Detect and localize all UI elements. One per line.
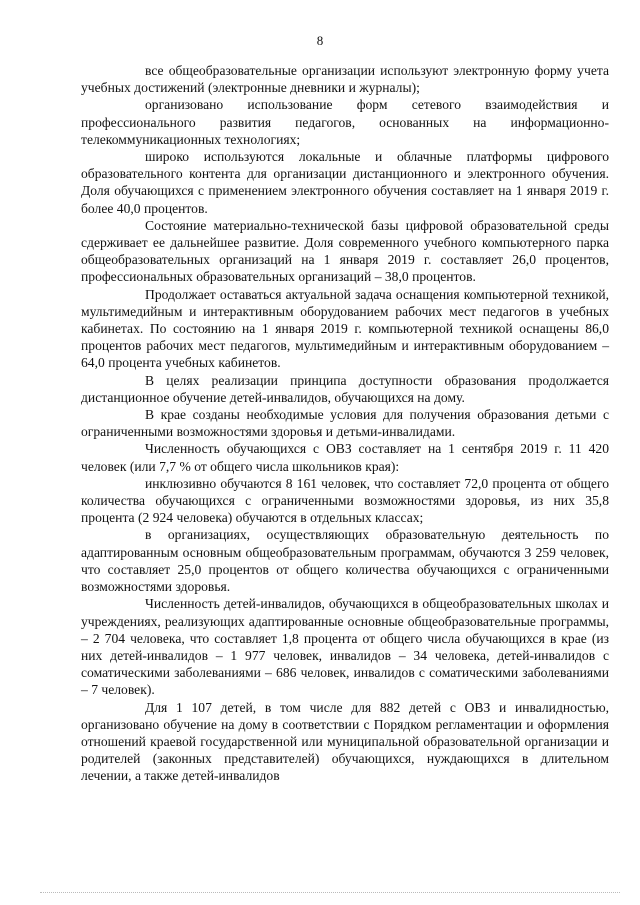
paragraph: Продолжает оставаться актуальной задача оснащения компьютерной техникой, мультимедийным и интерактивным оборудованием рабочих мест педагогов в учебных кабинетах. По состоянию на 1 января 2019 г. компьютерной техникой оснащены 86,0 процентов рабочих мест педагогов, мультимедийным и интерактивным оборудованием – 64,0 процента учебных кабинетов. <box>81 286 609 371</box>
paragraph: В крае созданы необходимые условия для получения образования детьми с ограниченными возможностями здоровья и детьми-инвалидами. <box>81 407 609 440</box>
paragraph: все общеобразовательные организации используют электронную форму учета учебных достижений (электронные дневники и журналы); <box>81 63 609 96</box>
scan-artifact-line <box>40 892 620 893</box>
page-number: 8 <box>316 33 324 48</box>
body-text <box>81 62 609 785</box>
paragraph: организовано использование форм сетевого взаимодействия и профессионального развития педагогов, основанных на информационно-телекоммуникационных технологиях; <box>81 97 609 147</box>
paragraph: широко используются локальные и облачные платформы цифрового образовательного контента для организации дистанционного и электронного обучения. Доля обучающихся с применением электронного обучения составляет на 1 января 2019 г. более 40,0 процентов. <box>81 149 609 216</box>
paragraph: инклюзивно обучаются 8 161 человек, что составляет 72,0 процента от общего количества обучающихся с ограниченными возможностями здоровья, из них 35,8 процента (2 924 человека) обучаются в отдельных классах; <box>81 475 609 526</box>
paragraph: Численность детей-инвалидов, обучающихся в общеобразовательных школах и учреждениях, реализующих адаптированные основные общеобразовательные программы, – 2 704 человека, что составляет 1,8 процента от общего числа обучающихся в крае (из них детей-инвалидов – 1 977 человек, инвалидов – 34 человека, детей-инвалидов с соматическими заболеваниями – 686 человек, инвалидов с соматическими заболеваниями – 7 человек). <box>81 596 609 698</box>
paragraph: Численность обучающихся с ОВЗ составляет на 1 сентября 2019 г. 11 420 человек (или 7,7 % от общего числа школьников края): <box>81 441 609 474</box>
paragraph: Состояние материально-технической базы цифровой образовательной среды сдерживает ее дальнейшее развитие. Доля современного учебного компьютерного парка общеобразовательных организаций на 1 января 2019 г. составляет 26,0 процентов, профессиональных образовательных организаций – 38,0 процентов. <box>81 217 609 285</box>
paragraph: в организациях, осуществляющих образовательную деятельность по адаптированным основным общеобразовательным программам, обучаются 3 259 человек, что составляет 25,0 процентов от общего количества обучающихся с ограниченными возможностями здоровья. <box>81 527 609 595</box>
paragraph: В целях реализации принципа доступности образования продолжается дистанционное обучение детей-инвалидов, обучающихся на дому. <box>81 372 609 405</box>
paragraph: Для 1 107 детей, в том числе для 882 детей с ОВЗ и инвалидностью, организовано обучение на дому в соответствии с Порядком регламентации и оформления отношений краевой государственной или муниципальной образовательной организации и родителей (законных представителей) обучающихся, нуждающихся в длительном лечении, а также детей-инвалидов <box>81 699 609 784</box>
